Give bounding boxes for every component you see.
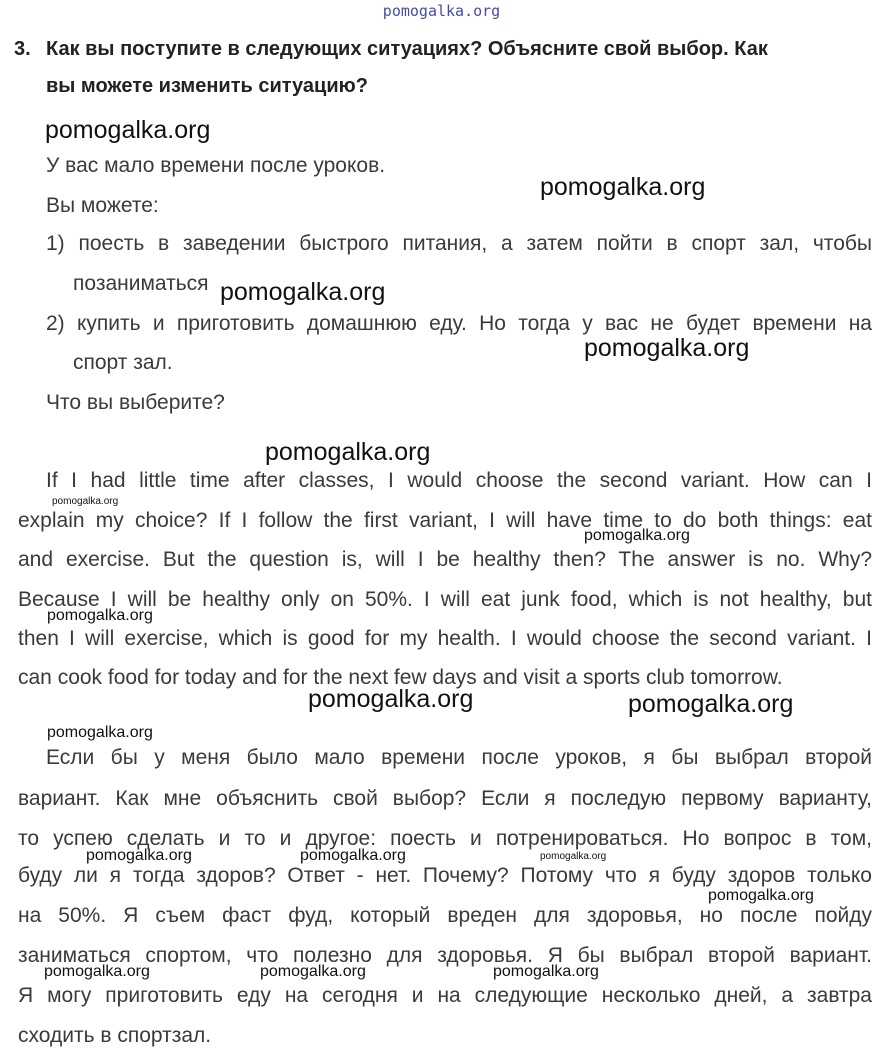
watermark: pomogalka.org <box>708 887 814 904</box>
answer-en-line-6: can cook food for today and for the next few days and visit a sports club tomorrow. <box>18 666 783 689</box>
site-header: pomogalka.org <box>382 2 501 20</box>
watermark: pomogalka.org <box>220 278 386 306</box>
option-1-line-1: 1) поесть в заведении быстрого питания, а затем пойти в спорт зал, чтобы <box>46 232 872 255</box>
watermark: pomogalka.org <box>540 173 706 201</box>
watermark: pomogalka.org <box>265 438 431 466</box>
watermark: pomogalka.org <box>52 496 119 507</box>
answer-ru-line-3: то успею сделать и то и другое: поесть и потренироваться. Но вопрос в том, <box>18 827 872 850</box>
watermark: pomogalka.org <box>86 847 192 864</box>
watermark: pomogalka.org <box>584 527 690 544</box>
question-number: 3. <box>14 38 31 60</box>
watermark: pomogalka.org <box>47 724 153 741</box>
answer-en-line-5: then I will exercise, which is good for my health. I would choose the second variant. I <box>18 627 872 650</box>
watermark: pomogalka.org <box>300 847 406 864</box>
answer-ru-line-2: вариант. Как мне объяснить свой выбор? Если я последую первому варианту, <box>18 787 872 810</box>
watermark: pomogalka.org <box>47 607 153 624</box>
answer-ru-line-6: заниматься спортом, что полезно для здоровья. Я бы выбрал второй вариант. <box>18 944 872 967</box>
watermark: pomogalka.org <box>493 963 599 980</box>
watermark: pomogalka.org <box>44 963 150 980</box>
answer-en-line-4: Because I will be healthy only on 50%. I will eat junk food, which is not healthy, but <box>18 588 872 611</box>
situation-intro: У вас мало времени после уроков. <box>46 154 386 177</box>
situation-question: Что вы выберите? <box>46 391 225 414</box>
watermark: pomogalka.org <box>45 116 211 144</box>
answer-ru-line-5: на 50%. Я съем фаст фуд, который вреден для здоровья, но после пойду <box>18 904 872 927</box>
option-2-line-1: 2) купить и приготовить домашнюю еду. Но тогда у вас не будет времени на <box>46 312 872 335</box>
question-line-1: Как вы поступите в следующих ситуациях? Объясните свой выбор. Как <box>46 38 768 60</box>
watermark: pomogalka.org <box>260 963 366 980</box>
option-1-line-2: позаниматься <box>73 272 209 295</box>
answer-ru-line-1: Если бы у меня было мало времени после уроков, я бы выбрал второй <box>46 746 872 769</box>
option-2-line-2: спорт зал. <box>73 351 173 374</box>
situation-you-can: Вы можете: <box>46 194 159 217</box>
answer-ru-line-8: сходить в спортзал. <box>18 1024 212 1047</box>
answer-en-line-3: and exercise. But the question is, will I be healthy then? The answer is no. Why? <box>18 548 872 571</box>
answer-en-line-2: explain my choice? If I follow the first variant, I will have time to do both things: eat <box>18 509 872 532</box>
question-line-2: вы можете изменить ситуацию? <box>46 75 368 97</box>
watermark: pomogalka.org <box>308 685 474 713</box>
watermark: pomogalka.org <box>628 690 794 718</box>
answer-ru-line-4: буду ли я тогда здоров? Ответ - нет. Почему? Потому что я буду здоров только <box>18 864 872 887</box>
answer-en-line-1: If I had little time after classes, I would choose the second variant. How can I <box>46 469 872 492</box>
watermark: pomogalka.org <box>584 334 750 362</box>
answer-ru-line-7: Я могу приготовить еду на сегодня и на следующие несколько дней, а завтра <box>18 984 872 1007</box>
watermark: pomogalka.org <box>540 851 607 862</box>
